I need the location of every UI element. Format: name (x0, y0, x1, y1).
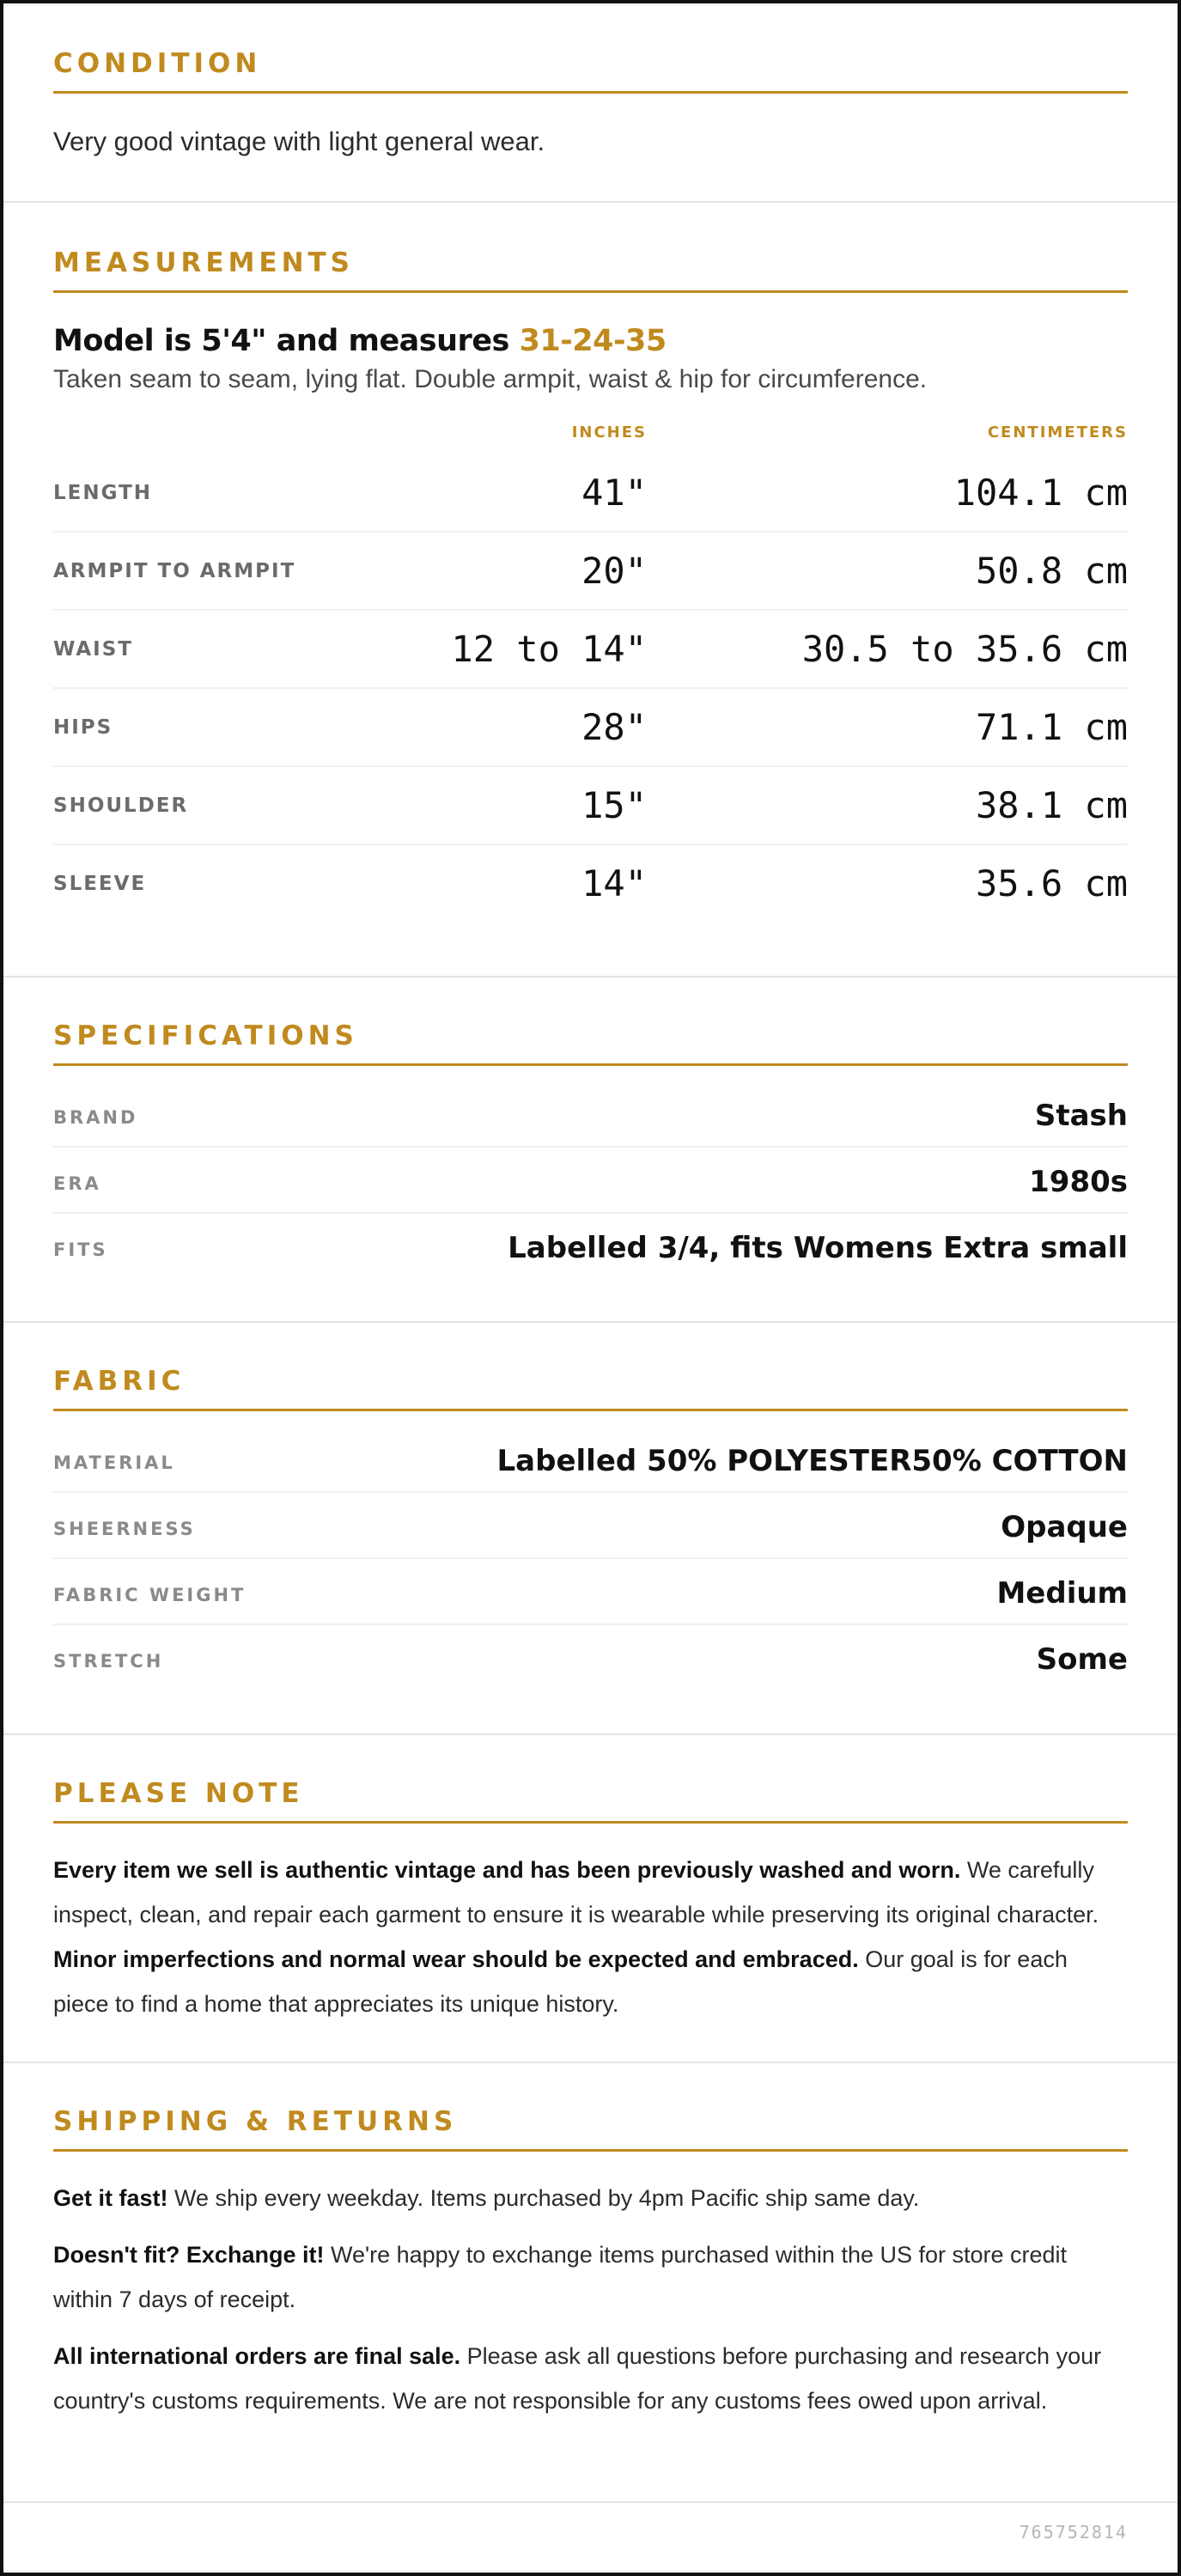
measurement-cm: 50.8 cm (975, 550, 1128, 592)
spec-value: 1980s (1029, 1165, 1128, 1199)
fabric-value: Medium (996, 1576, 1128, 1611)
please-note-text (53, 1848, 1128, 2026)
shipping-exchange-bold: Doesn't fit? Exchange it! (53, 2242, 325, 2268)
spec-row-brand (53, 1081, 1128, 1148)
column-header-inches: INCHES (571, 423, 647, 442)
specifications-list (53, 1081, 1128, 1280)
spec-value: Stash (1034, 1099, 1128, 1133)
shipping-paragraph-exchange (53, 2232, 1128, 2322)
measurement-label: SLEEVE (53, 873, 147, 895)
spec-key: ERA (53, 1173, 101, 1194)
measurement-inches: 20" (581, 550, 647, 592)
please-note-bold-1: Every item we sell is authentic vintage and has been previously washed and worn. (53, 1857, 961, 1883)
shipping-title: SHIPPING & RETURNS (53, 2106, 1128, 2152)
measurement-cm: 38.1 cm (975, 784, 1128, 826)
measurement-label: ARMPIT TO ARMPIT (53, 560, 296, 582)
shipping-paragraph-international (53, 2334, 1128, 2423)
model-measures-line (53, 324, 1128, 358)
please-note-title: PLEASE NOTE (53, 1778, 1128, 1824)
please-note-text-1: We carefully inspect, clean, and repair each garment to ensure it is wearable while preserving its original character. (53, 1857, 1099, 1927)
please-note-bold-2: Minor imperfections and normal wear should be expected and embraced. (53, 1946, 859, 1972)
measurement-cm: 30.5 to 35.6 cm (801, 628, 1128, 670)
shipping-international-bold: All international orders are final sale. (53, 2343, 461, 2369)
shipping-returns-section (3, 2063, 1178, 2503)
measurement-row-armpit (53, 533, 1128, 611)
fabric-row-sheerness (53, 1493, 1128, 1559)
fabric-row-weight (53, 1559, 1128, 1625)
fabric-title: FABRIC (53, 1366, 1128, 1411)
fabric-value: Some (1036, 1642, 1128, 1677)
condition-section (3, 3, 1178, 203)
condition-title: CONDITION (53, 48, 1128, 94)
measurement-label: WAIST (53, 638, 133, 661)
shipping-fast-text: We ship every weekday. Items purchased by 4pm Pacific ship same day. (167, 2185, 920, 2211)
sku-number: 765752814 (1019, 2522, 1128, 2543)
measurement-inches: 28" (581, 706, 647, 748)
shipping-exchange-text: We're happy to exchange items purchased within the US for store credit within 7 days of receipt. (53, 2242, 1068, 2312)
measurement-cm: 35.6 cm (975, 862, 1128, 904)
measurement-row-waist (53, 611, 1128, 689)
model-measures-value: 31-24-35 (519, 324, 667, 358)
fabric-value: Labelled 50% POLYESTER50% COTTON (496, 1444, 1128, 1478)
shipping-fast-bold: Get it fast! (53, 2185, 168, 2211)
shipping-paragraph-fast (53, 2176, 1128, 2220)
column-header-centimeters: CENTIMETERS (987, 423, 1128, 442)
measurement-cm: 104.1 cm (953, 472, 1128, 514)
specifications-section (3, 977, 1178, 1323)
measurements-table (53, 454, 1128, 923)
measurements-header (53, 423, 1128, 454)
fabric-list (53, 1427, 1128, 1691)
measurement-row-hips (53, 689, 1128, 767)
measurement-inches: 12 to 14" (451, 628, 647, 670)
fabric-key: SHEERNESS (53, 1519, 196, 1539)
measurement-row-length (53, 454, 1128, 533)
spec-value: Labelled 3/4, fits Womens Extra small (508, 1231, 1128, 1265)
fabric-key: STRETCH (53, 1651, 164, 1672)
fabric-value: Opaque (1001, 1510, 1128, 1544)
measurement-inches: 15" (581, 784, 647, 826)
please-note-section (3, 1735, 1178, 2063)
footer (3, 2503, 1178, 2573)
spec-key: FITS (53, 1239, 108, 1260)
measurement-label: SHOULDER (53, 795, 189, 817)
measurement-label: HIPS (53, 716, 113, 739)
measurements-title: MEASUREMENTS (53, 247, 1128, 293)
fabric-key: FABRIC WEIGHT (53, 1585, 247, 1605)
fabric-section (3, 1323, 1178, 1735)
measurement-inches: 41" (581, 472, 647, 514)
specifications-title: SPECIFICATIONS (53, 1020, 1128, 1066)
measurement-row-shoulder (53, 767, 1128, 845)
spec-key: BRAND (53, 1107, 138, 1128)
measurement-row-sleeve (53, 845, 1128, 923)
shipping-international-text: Please ask all questions before purchasing and research your country's customs requirements. We are not responsible for any customs fees owed upon arrival. (53, 2343, 1102, 2414)
measurement-inches: 14" (581, 862, 647, 904)
measurement-cm: 71.1 cm (975, 706, 1128, 748)
measurements-section (3, 203, 1178, 977)
please-note-text-2: Our goal is for each piece to find a home that appreciates its unique history. (53, 1946, 1068, 2017)
fabric-row-stretch (53, 1625, 1128, 1691)
spec-row-era (53, 1148, 1128, 1214)
measurements-note: Taken seam to seam, lying flat. Double armpit, waist & hip for circumference. (53, 365, 928, 393)
measurement-label: LENGTH (53, 482, 153, 504)
fabric-row-material (53, 1427, 1128, 1493)
fabric-key: MATERIAL (53, 1452, 175, 1473)
condition-text: Very good vintage with light general wear. (53, 126, 545, 156)
model-prefix: Model is 5'4" and measures (53, 324, 520, 358)
spec-row-fits (53, 1214, 1128, 1280)
